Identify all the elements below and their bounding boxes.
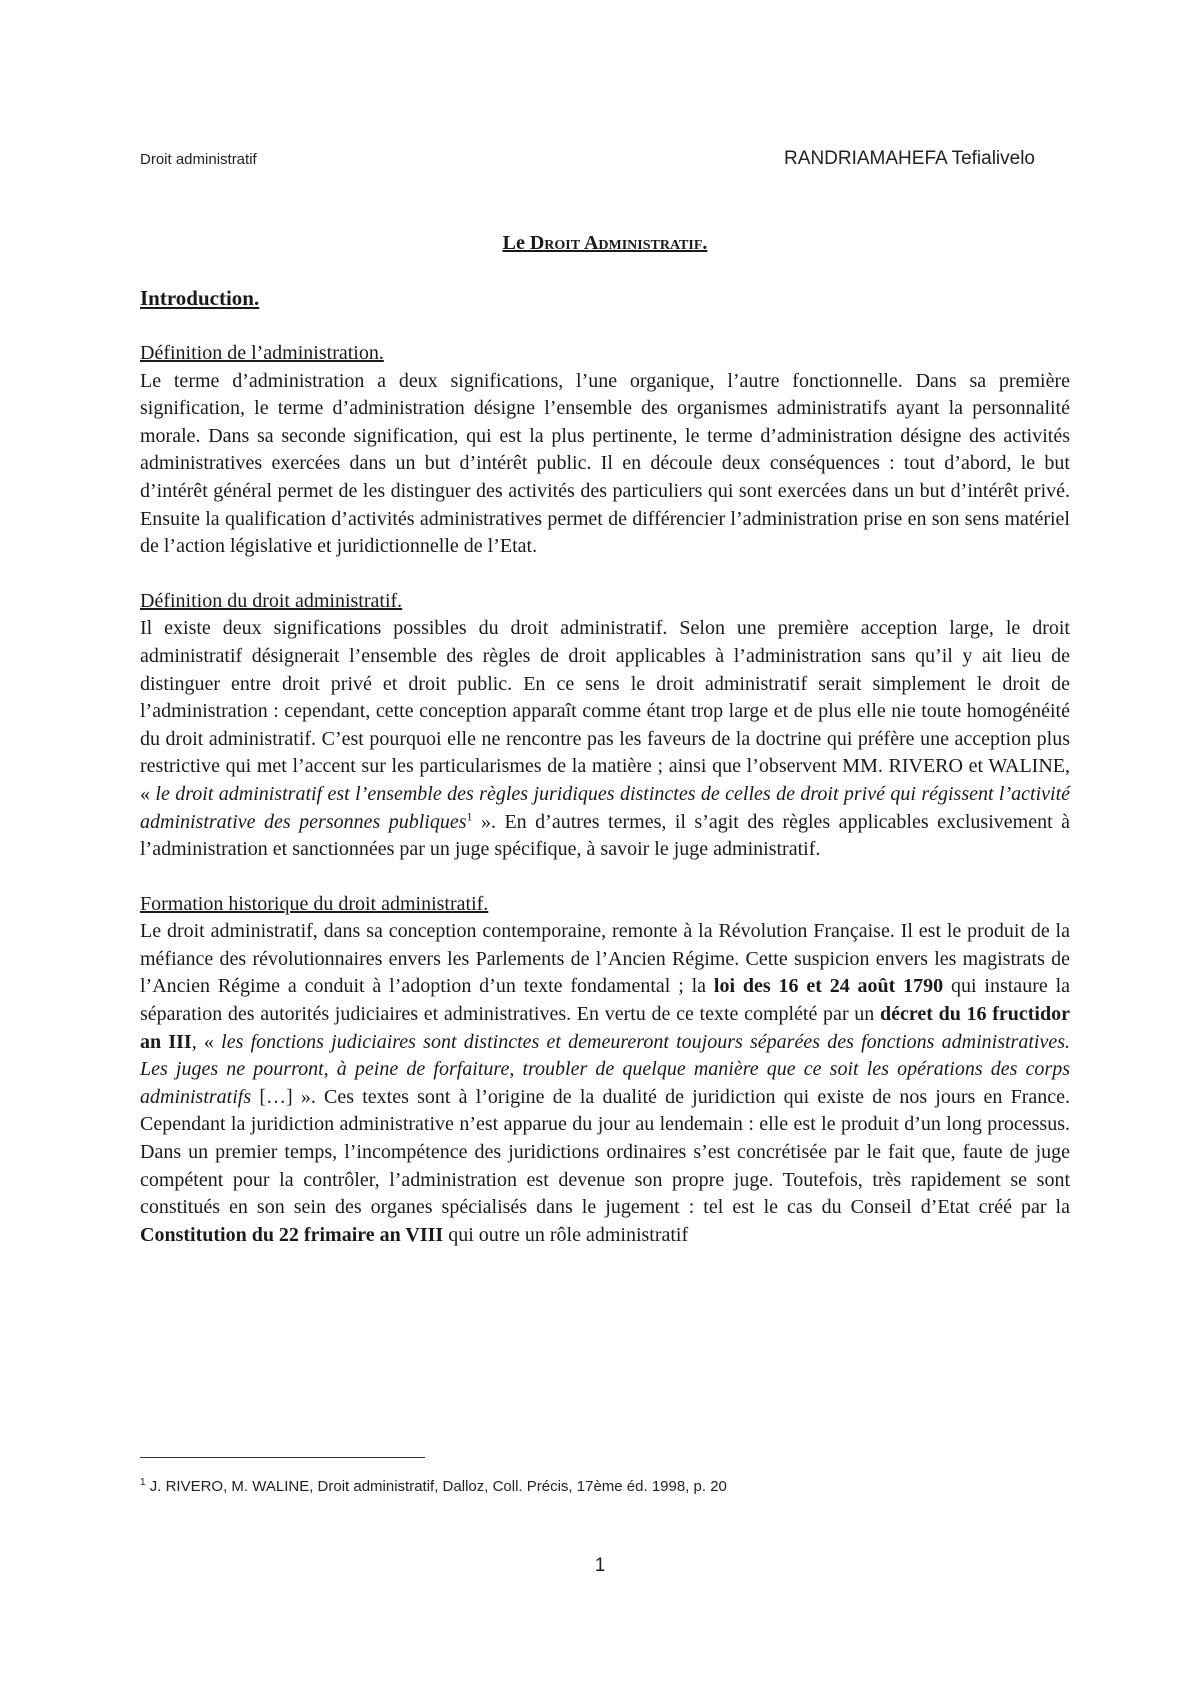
section-heading: Définition de l’administration. — [140, 342, 384, 364]
quote-run: les fonctions judiciaires sont distinctes et demeureront toujours séparées des fonctions administratives. Les juges ne pourront, à peine de forfaiture, troubler de quelque manière que ce soit les opérations des corps administratifs — [140, 1030, 1070, 1108]
bold-run: loi des 16 et 24 août 1790 — [713, 975, 944, 998]
quote-run: le droit administratif est l’ensemble des règles juridiques distinctes de celles de droit privé qui régissent l’activité administrative des personnes publiques — [140, 782, 1070, 833]
section-paragraph — [140, 918, 1070, 1249]
text-run: ». En d’autres termes, il s’agit des règles applicables exclusivement à l’administration et sanctionnées par un juge spécifique, à savoir le juge administratif. — [140, 810, 1070, 861]
text-run: […] ». Ces textes sont à l’origine de la dualité de juridiction qui existe de nos jours en France. Cependant la juridiction administrative n’est apparue du jour au lendemain : elle est le produit d’un long processus. Dans un premier temps, l’incompétence des juridictions ordinaires s’est concrétisée par le fait que, faute de juge compétent pour la contrôler, l’administration est devenue son propre juge. Toutefois, très rapidement se sont constitués en son sein des organes spécialisés dans le jugement : tel est le cas du Conseil d’Etat créé par la — [140, 1085, 1070, 1219]
text-run: , « — [191, 1030, 222, 1053]
text-run: qui outre un rôle administratif — [443, 1223, 689, 1246]
section-heading: Formation historique du droit administratif. — [140, 892, 489, 915]
footnote-reference[interactable]: 1 — [466, 808, 473, 823]
section-paragraph — [140, 615, 1070, 863]
title-main: Droit Administratif — [529, 232, 703, 254]
text-run: Le droit administratif, dans sa conception contemporaine, remonte à la Révolution Française. Il est le produit de la méfiance des révolutionnaires envers les Parlements de l’Ancien Régime. Cette suspicion envers les magistrats de l’Ancien Régime a conduit à l’adoption d’un texte fondamental ; la — [140, 920, 1070, 998]
document-body — [140, 230, 1070, 1276]
footnote — [140, 1478, 727, 1495]
bold-run: Constitution du 22 frimaire an VIII — [140, 1223, 444, 1246]
running-header-right: RANDRIAMAHEFA Tefialivelo — [784, 148, 1035, 169]
footnote-separator — [140, 1457, 425, 1458]
section-definition-droit — [140, 588, 1070, 864]
page-number: 1 — [594, 1555, 606, 1576]
running-header-left: Droit administratif — [140, 151, 257, 168]
title-period: . — [702, 232, 708, 254]
text-run: Il existe deux significations possibles du droit administratif. Selon une première acception large, le droit administratif désignerait l’ensemble des règles de droit applicables à l’administration sans qu’il y ait lieu de distinguer entre droit privé et droit public. En ce sens le droit administratif serait simplement le droit de l’administration : cependant, cette conception apparaît comme étant trop large et de plus elle nie toute homogénéité du droit administratif. C’est pourquoi elle ne rencontre pas les faveurs de la doctrine qui préfère une acception plus restrictive qui met l’accent sur les particularismes de la matière ; ainsi que l’observent MM. RIVERO et WALINE, « — [140, 617, 1070, 805]
section-definition-administration — [140, 340, 1070, 561]
section-paragraph: Le terme d’administration a deux significations, l’une organique, l’autre fonctionnelle. Dans sa première signification, le terme d’administration désigne l’ensemble des organismes administratifs ayant la personnalité morale. Dans sa seconde signification, qui est la plus pertinente, le terme d’administration désigne des activités administratives exercées dans un but d’intérêt public. Il en découle deux conséquences : tout d’abord, le but d’intérêt général permet de les distinguer des activités des particuliers qui sont exercées dans un but d’intérêt privé. Ensuite la qualification d’activités administratives permet de différencier l’administration prise en son sens matériel de l’action législative et juridictionnelle de l’Etat. — [140, 369, 1070, 558]
footnote-text: J. RIVERO, M. WALINE, Droit administratif, Dalloz, Coll. Précis, 17ème éd. 1998, p. 20 — [145, 1478, 727, 1495]
title-prefix: Le — [502, 232, 530, 254]
text-run: qui instaure la séparation des autorités judiciaires et administratives. En vertu de ce texte complété par un — [140, 975, 1071, 1026]
section-formation-historique — [140, 891, 1070, 1250]
document-title — [140, 230, 1070, 285]
bold-run: décret du 16 fructidor an III — [140, 1003, 1070, 1053]
section-heading: Définition du droit administratif. — [140, 589, 403, 612]
footnote-mark: 1 — [140, 1477, 146, 1488]
introduction-heading: Introduction. — [140, 286, 260, 310]
